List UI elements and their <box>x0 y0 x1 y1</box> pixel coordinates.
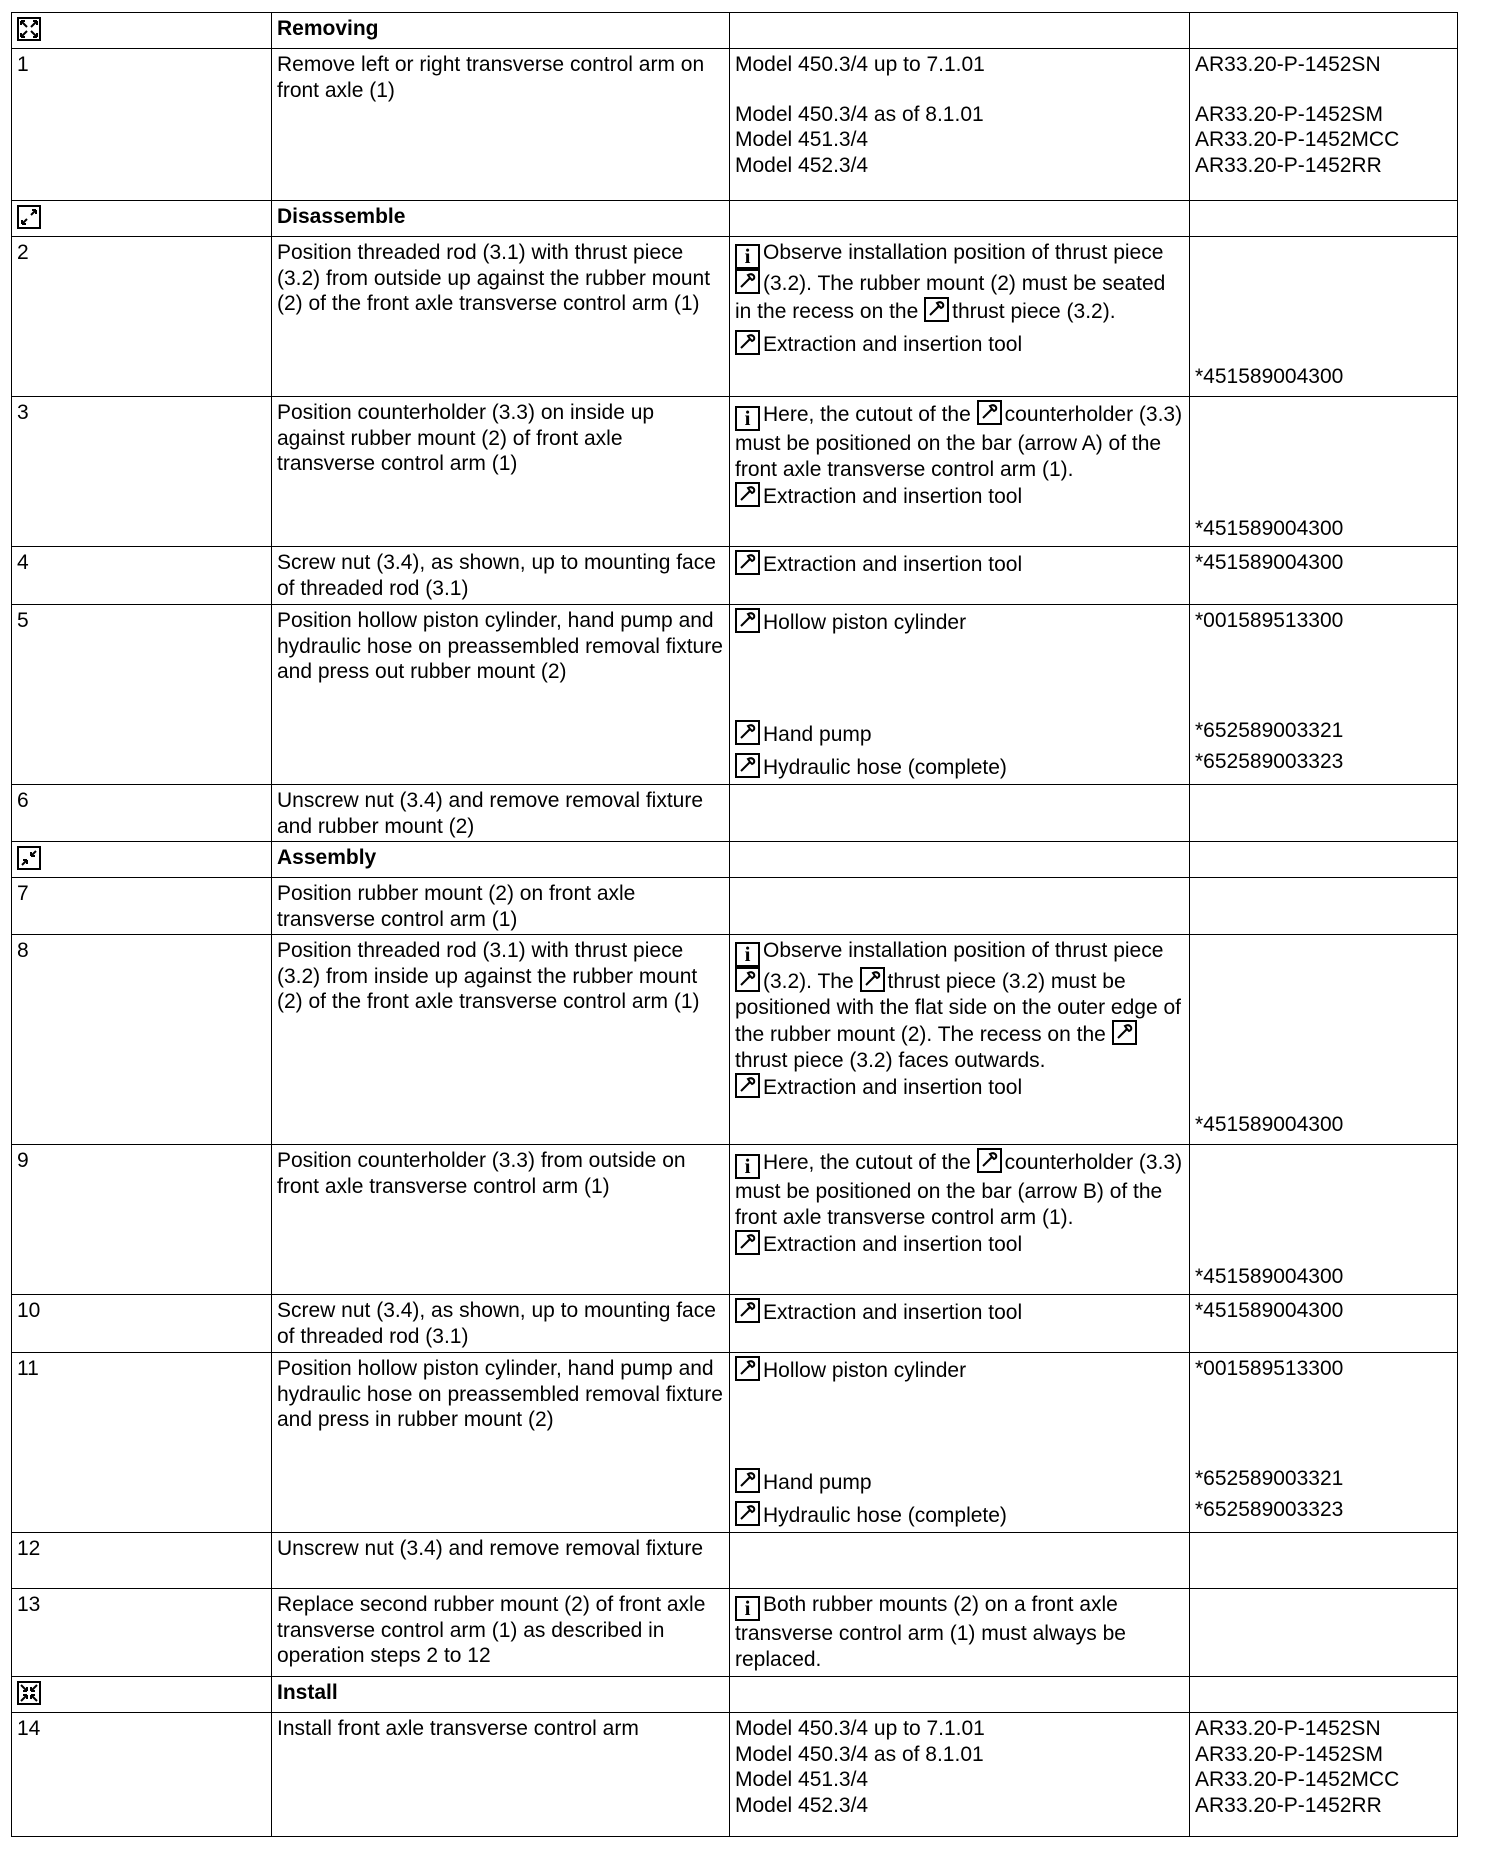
model-line: Model 450.3/4 up to 7.1.01 <box>735 1717 985 1740</box>
table-row <box>12 397 1458 547</box>
section-title: Assembly <box>272 842 730 878</box>
step-number: 7 <box>12 878 272 935</box>
reference-link[interactable]: AR33.20-P-1452SN <box>1195 1717 1381 1740</box>
tool-icon <box>735 269 760 294</box>
tool-name: Extraction and insertion tool <box>763 1076 1023 1099</box>
table-row <box>12 1533 1458 1589</box>
step-description: Position threaded rod (3.1) with thrust piece (3.2) from outside up against the rubber mount (2) of the front axle transverse control arm (1) <box>272 237 730 397</box>
step-description: Screw nut (3.4), as shown, up to mounting face of threaded rod (3.1) <box>272 1295 730 1353</box>
tool-name: Hand pump <box>763 722 872 746</box>
step-description: Position hollow piston cylinder, hand pump and hydraulic hose on preassembled removal fixture and press out rubber mount (2) <box>272 605 730 785</box>
tool-icon <box>735 1356 760 1381</box>
tool-icon <box>924 297 949 322</box>
tool-name: Hollow piston cylinder <box>763 1359 967 1382</box>
step-description: Screw nut (3.4), as shown, up to mounting face of threaded rod (3.1) <box>272 547 730 605</box>
tool-number[interactable]: *451589004300 <box>1195 551 1344 574</box>
step-number: 1 <box>12 49 272 201</box>
tool-number[interactable]: *652589003323 <box>1195 1498 1344 1521</box>
section-title: Install <box>272 1677 730 1713</box>
table-row <box>12 878 1458 935</box>
info-icon: i <box>735 1154 760 1179</box>
step-notes <box>730 1353 1190 1533</box>
removing-icon <box>17 17 41 41</box>
step-number: 6 <box>12 785 272 842</box>
step-number: 8 <box>12 935 272 1145</box>
step-description: Install front axle transverse control arm <box>272 1713 730 1837</box>
tool-icon <box>735 550 760 575</box>
tool-name: Hydraulic hose (complete) <box>763 1504 1007 1527</box>
step-models <box>730 1713 1190 1837</box>
tool-name: Hollow piston cylinder <box>763 611 967 634</box>
step-number: 12 <box>12 1533 272 1589</box>
step-notes: i Here, the cutout of the counterholder (3.3) must be positioned on the bar (arrow A) of the front axle transverse control arm (1). Extraction and insertion tool <box>730 397 1190 547</box>
step-description: Position threaded rod (3.1) with thrust piece (3.2) from inside up against the rubber mount (2) of the front axle transverse control arm (1) <box>272 935 730 1145</box>
tool-number[interactable]: *652589003321 <box>1195 1466 1344 1490</box>
table-row <box>12 1713 1458 1837</box>
step-references <box>1190 935 1458 1145</box>
step-description: Position hollow piston cylinder, hand pump and hydraulic hose on preassembled removal fixture and press in rubber mount (2) <box>272 1353 730 1533</box>
model-line: Model 451.3/4 <box>735 1768 869 1791</box>
tool-icon <box>735 608 760 633</box>
tool-icon <box>735 330 760 355</box>
tool-icon <box>977 400 1002 425</box>
tool-number[interactable]: *652589003323 <box>1195 750 1344 773</box>
table-row <box>12 935 1458 1145</box>
step-number: 5 <box>12 605 272 785</box>
step-references <box>1190 49 1458 201</box>
step-notes: i Observe installation position of thrust piece (3.2). The rubber mount (2) must be seated in the recess on the thrust piece (3.2). Extraction and insertion tool <box>730 237 1190 397</box>
install-icon <box>17 1681 41 1705</box>
step-references <box>1190 547 1458 605</box>
tool-icon <box>735 967 760 992</box>
step-description: Remove left or right transverse control arm on front axle (1) <box>272 49 730 201</box>
step-references <box>1190 397 1458 547</box>
step-number: 10 <box>12 1295 272 1353</box>
reference-link[interactable]: AR33.20-P-1452SN <box>1195 53 1381 76</box>
tool-icon <box>735 1501 760 1526</box>
section-disassemble <box>12 201 1458 237</box>
step-description: Unscrew nut (3.4) and remove removal fixture <box>272 1533 730 1589</box>
tool-icon <box>735 1073 760 1098</box>
tool-number[interactable]: *001589513300 <box>1195 609 1344 632</box>
tool-icon <box>860 967 885 992</box>
tool-icon <box>735 482 760 507</box>
step-notes: i Here, the cutout of the counterholder (3.3) must be positioned on the bar (arrow B) of the front axle transverse control arm (1). Extraction and insertion tool <box>730 1145 1190 1295</box>
step-description: Unscrew nut (3.4) and remove removal fixture and rubber mount (2) <box>272 785 730 842</box>
table-row <box>12 547 1458 605</box>
tool-name: Extraction and insertion tool <box>763 553 1023 576</box>
table-row <box>12 49 1458 201</box>
tool-name: Hand pump <box>763 1470 872 1494</box>
model-line: Model 452.3/4 <box>735 1793 869 1817</box>
reference-link[interactable]: AR33.20-P-1452MCC <box>1195 128 1400 151</box>
tool-number[interactable]: *652589003321 <box>1195 718 1344 742</box>
tool-number[interactable]: *001589513300 <box>1195 1357 1344 1380</box>
table-row <box>12 605 1458 785</box>
tool-number[interactable]: *451589004300 <box>1195 1113 1344 1136</box>
tool-icon <box>735 1298 760 1323</box>
disassemble-icon <box>17 205 41 229</box>
tool-number[interactable]: *451589004300 <box>1195 365 1344 388</box>
tool-number[interactable]: *451589004300 <box>1195 1265 1344 1288</box>
step-number: 13 <box>12 1589 272 1677</box>
info-icon: i <box>735 406 760 431</box>
tool-name: Extraction and insertion tool <box>763 485 1023 508</box>
step-notes <box>730 547 1190 605</box>
tool-number[interactable]: *451589004300 <box>1195 517 1344 540</box>
section-title: Disassemble <box>272 201 730 237</box>
table-row <box>12 1295 1458 1353</box>
tool-name: Extraction and insertion tool <box>763 1233 1023 1256</box>
assembly-icon <box>17 846 41 870</box>
step-number: 3 <box>12 397 272 547</box>
tool-name: Extraction and insertion tool <box>763 1301 1023 1324</box>
step-references <box>1190 1353 1458 1533</box>
info-icon: i <box>735 942 760 967</box>
section-removing <box>12 13 1458 49</box>
step-number: 14 <box>12 1713 272 1837</box>
table-row <box>12 1145 1458 1295</box>
info-icon: i <box>735 1596 760 1621</box>
step-description: Position counterholder (3.3) from outside on front axle transverse control arm (1) <box>272 1145 730 1295</box>
step-number: 11 <box>12 1353 272 1533</box>
tool-icon <box>735 1468 760 1493</box>
model-line: Model 450.3/4 as of 8.1.01 <box>735 102 984 126</box>
table-row <box>12 785 1458 842</box>
step-models <box>730 49 1190 201</box>
step-number: 2 <box>12 237 272 397</box>
step-references <box>1190 1295 1458 1353</box>
step-number: 4 <box>12 547 272 605</box>
reference-link[interactable]: AR33.20-P-1452RR <box>1195 153 1382 177</box>
step-description: Replace second rubber mount (2) of front axle transverse control arm (1) as described in operation steps 2 to 12 <box>272 1589 730 1677</box>
step-notes <box>730 1295 1190 1353</box>
tool-number[interactable]: *451589004300 <box>1195 1299 1344 1322</box>
tool-icon <box>977 1148 1002 1173</box>
section-install <box>12 1677 1458 1713</box>
tool-icon <box>735 1230 760 1255</box>
step-description: Position counterholder (3.3) on inside up against rubber mount (2) of front axle transverse control arm (1) <box>272 397 730 547</box>
tool-icon <box>1112 1020 1137 1045</box>
model-line: Model 450.3/4 as of 8.1.01 <box>735 1742 984 1766</box>
tool-name: Hydraulic hose (complete) <box>763 756 1007 779</box>
step-description: Position rubber mount (2) on front axle transverse control arm (1) <box>272 878 730 935</box>
table-row <box>12 1589 1458 1677</box>
step-references <box>1190 1145 1458 1295</box>
section-assembly <box>12 842 1458 878</box>
tool-icon <box>735 753 760 778</box>
model-line: Model 452.3/4 <box>735 153 869 177</box>
step-references <box>1190 1713 1458 1837</box>
reference-link[interactable]: AR33.20-P-1452SM <box>1195 1742 1383 1766</box>
step-references <box>1190 605 1458 785</box>
step-number: 9 <box>12 1145 272 1295</box>
table-row <box>12 237 1458 397</box>
step-notes <box>730 605 1190 785</box>
procedure-table <box>11 12 1458 1837</box>
reference-link[interactable]: AR33.20-P-1452RR <box>1195 1793 1382 1817</box>
step-references <box>1190 237 1458 397</box>
info-icon: i <box>735 244 760 269</box>
reference-link[interactable]: AR33.20-P-1452MCC <box>1195 1768 1400 1791</box>
step-notes: i Both rubber mounts (2) on a front axle transverse control arm (1) must always be replaced. <box>730 1589 1190 1677</box>
section-title: Removing <box>272 13 730 49</box>
table-row <box>12 1353 1458 1533</box>
model-line: Model 451.3/4 <box>735 128 869 151</box>
model-line: Model 450.3/4 up to 7.1.01 <box>735 53 985 76</box>
reference-link[interactable]: AR33.20-P-1452SM <box>1195 102 1383 126</box>
tool-name: Extraction and insertion tool <box>763 333 1023 356</box>
step-notes: i Observe installation position of thrust piece (3.2). The thrust piece (3.2) must be positioned with the flat side on the outer edge of the rubber mount (2). The recess on the thrust piece (3.2) faces outwards. Extraction and insertion tool <box>730 935 1190 1145</box>
tool-icon <box>735 720 760 745</box>
